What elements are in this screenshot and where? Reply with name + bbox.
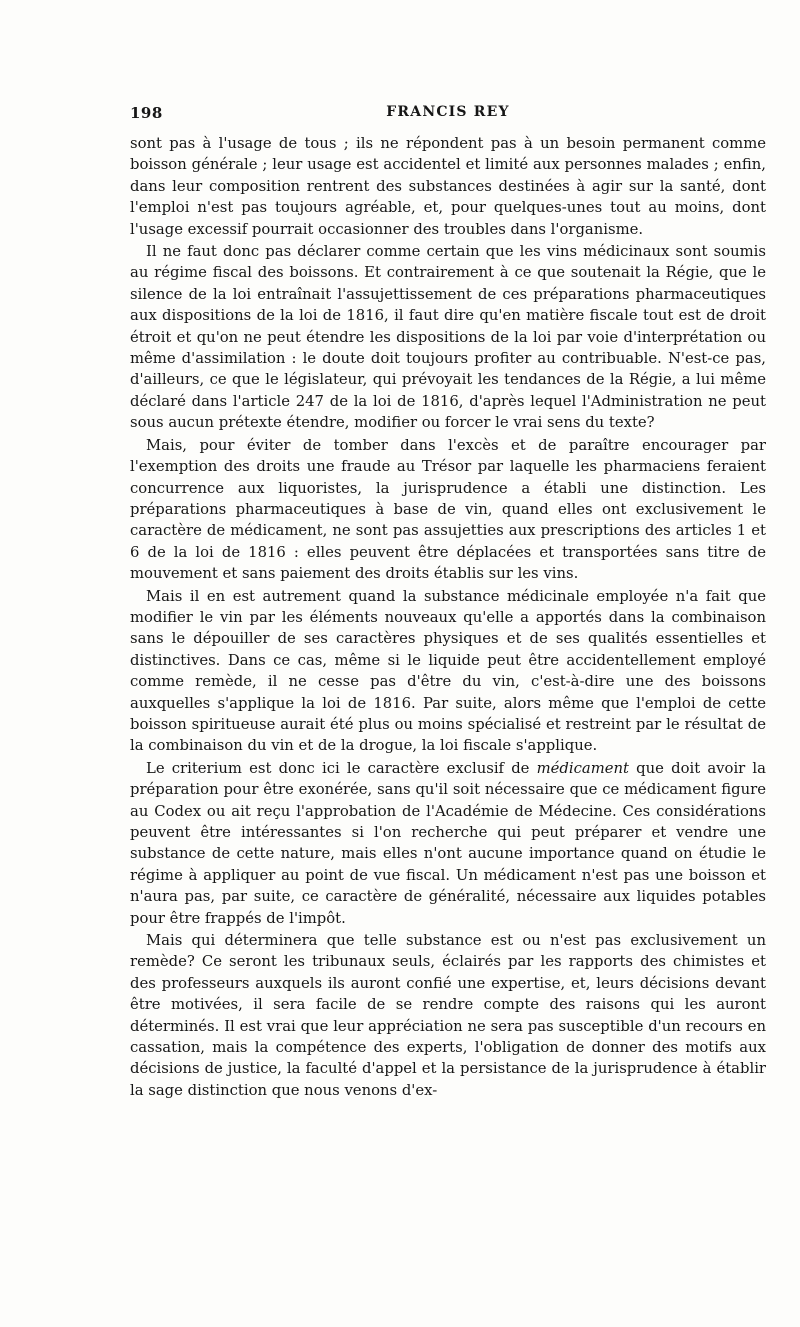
paragraph-1: sont pas à l'usage de tous ; ils ne répondent pas à un besoin permanent comme boisson générale ; leur usage est accidentel et limité aux personnes malades ; enfin, dans leur composition rentrent des substances destinées à agir sur la santé, dont l'emploi n'est pas toujours agréable, et, pour quelques-unes tout au moins, dont l'usage excessif pourrait occasionner des troubles dans l'organisme. <box>130 135 766 238</box>
paragraph-5-rest: que doit avoir la préparation pour être exonérée, sans qu'il soit nécessaire que ce médicament figure au Codex ou ait reçu l'approbation de l'Académie de Médecine. Ces considérations peuvent être intéressantes si l'on recherche qui peut préparer et vendre une substance de cette nature, mais elles n'ont aucune importance quand on étudie le régime à appliquer au point de vue fiscal. Un médicament n'est pas une boisson et n'aura pas, par suite, ce caractère de généralité, nécessaire aux liquides potables pour être frappés de l'impôt. <box>130 759 766 927</box>
paragraph-2: Il ne faut donc pas déclarer comme certain que les vins médicinaux sont soumis au régime fiscal des boissons. Et contrairement à ce que soutenait la Régie, que le silence de la loi entraînait l'assujettissement de ces préparations pharmaceutiques aux dispositions de la loi de 1816, il faut dire qu'en matière fiscale tout est de droit étroit et qu'on ne peut étendre les dispositions de la loi par voie d'interprétation ou même d'assimilation : le doute doit toujours profiter au contribuable. N'est-ce pas, d'ailleurs, ce que le législateur, qui prévoyait les tendances de la Régie, a lui même déclaré dans l'article 247 de la loi de 1816, d'après lequel l'Administration ne peut sous aucun prétexte étendre, modifier ou forcer le vrai sens du texte? <box>130 243 766 432</box>
running-head <box>130 104 766 128</box>
paragraph-5-lead: Le criterium est donc ici le caractère exclusif de <box>146 759 537 777</box>
body-text <box>130 133 766 1101</box>
emphasis-medicament: médicament <box>536 759 629 777</box>
paragraph-4: Mais il en est autrement quand la substance médicinale employée n'a fait que modifier le vin par les éléments nouveaux qu'elle a apportés dans la combinaison sans le dépouiller de ses caractères physiques et de ses qualités essentielles et distinctives. Dans ce cas, même si le liquide peut être accidentellement employé comme remède, il ne cesse pas d'être du vin, c'est-à-dire une des boissons auxquelles s'applique la loi de 1816. Par suite, alors même que l'emploi de cette boisson spiritueuse aurait été plus ou moins spécialisé et restreint par le résultat de la combinaison du vin et de la drogue, la loi fiscale s'applique. <box>130 587 766 755</box>
running-title: FRANCIS REY <box>386 104 510 120</box>
paragraph-5 <box>130 758 766 929</box>
paragraph-6: Mais qui déterminera que telle substance est ou n'est pas exclusivement un remède? Ce seront les tribunaux seuls, éclairés par les rapports des chimistes et des professeurs auxquels ils auront confié une expertise, et, leurs décisions devant être motivées, il sera facile de se rendre compte des raisons qui les auront déterminés. Il est vrai que leur appréciation ne sera pas susceptible d'un recours en cassation, mais la compétence des experts, l'obligation de donner des motifs aux décisions de justice, la faculté d'appel et la persistance de la jurisprudence à établir la sage distinction que nous venons d'ex- <box>130 932 766 1099</box>
paragraph-3: Mais, pour éviter de tomber dans l'excès et de paraître encourager par l'exemption des droits une fraude au Trésor par laquelle les pharmaciens feraient concurrence aux liquoristes, la jurisprudence a établi une distinction. Les préparations pharmaceutiques à base de vin, quand elles ont exclusivement le caractère de médicament, ne sont pas assujetties aux prescriptions des articles 1 et 6 de la loi de 1816 : elles peuvent être déplacées et transportées sans titre de mouvement et sans paiement des droits établis sur les vins. <box>130 436 766 583</box>
page-number: 198 <box>130 104 163 122</box>
